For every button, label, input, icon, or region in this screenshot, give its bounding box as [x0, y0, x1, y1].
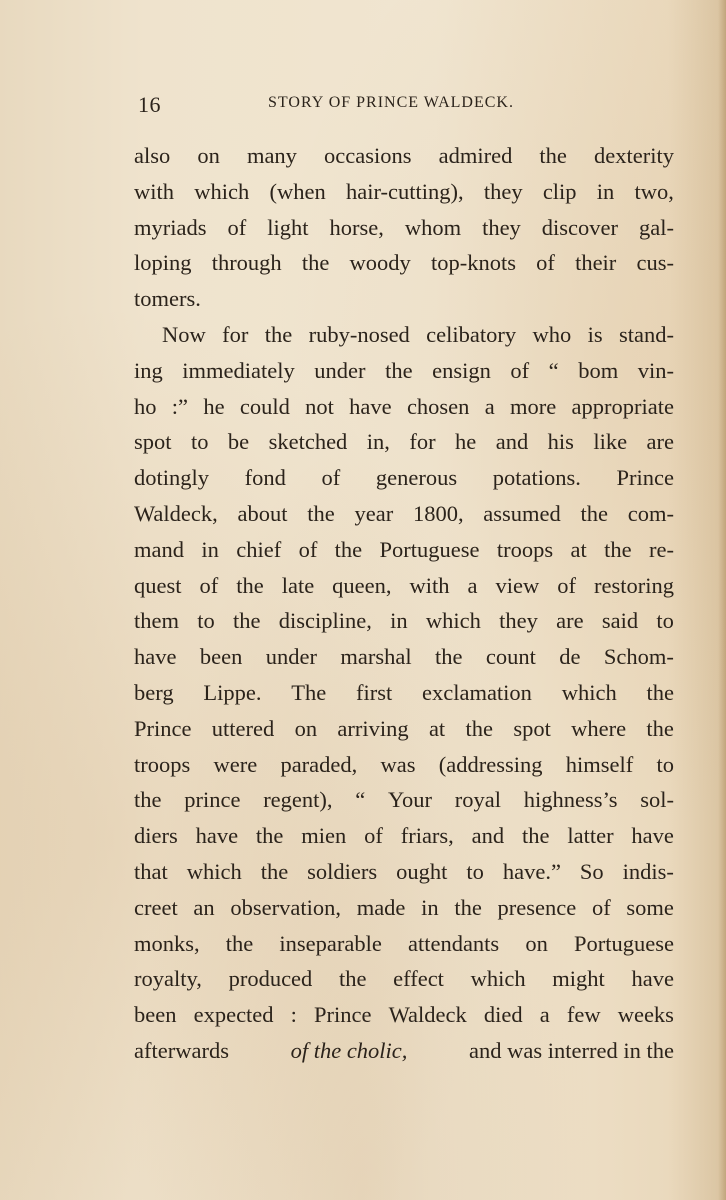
word: Portuguese — [573, 930, 674, 956]
word: two, — [634, 178, 674, 204]
word: light — [267, 214, 309, 240]
word: monks, — [134, 930, 200, 956]
word: some — [626, 894, 674, 920]
word: Prince — [616, 465, 674, 491]
text-line — [134, 603, 674, 639]
word: regent), — [263, 787, 333, 813]
word: the — [264, 321, 293, 347]
word: troops — [134, 751, 191, 777]
word: paraded, — [280, 751, 358, 777]
word: few — [566, 1002, 601, 1028]
word: mand — [134, 536, 184, 562]
word: fond — [244, 465, 286, 491]
text-line — [134, 926, 674, 962]
word: the — [435, 644, 463, 670]
running-title: STORY OF PRINCE WALDECK. — [268, 94, 514, 111]
word: more — [509, 393, 557, 419]
word: their — [575, 250, 617, 276]
text-line — [134, 210, 674, 246]
page-edge-shadow — [718, 0, 726, 1200]
word: myriads — [134, 214, 207, 240]
word: hair-cutting), — [345, 178, 464, 204]
text-line — [134, 675, 674, 711]
word: have — [631, 823, 674, 849]
word: Waldeck — [388, 1002, 467, 1028]
word: friars, — [400, 823, 454, 849]
word: that — [134, 858, 168, 884]
word: top-knots — [430, 250, 516, 276]
text-line — [134, 281, 674, 317]
word: (when — [269, 178, 326, 204]
word: about — [237, 500, 288, 526]
text-line — [134, 890, 674, 926]
word: Waldeck, — [134, 500, 218, 526]
word: produced — [228, 966, 313, 992]
word: exclamation — [421, 679, 532, 705]
word: of — [227, 214, 247, 240]
word: a — [539, 1002, 550, 1028]
word: ought — [396, 858, 448, 884]
word: they — [483, 178, 523, 204]
word: of — [557, 572, 576, 598]
word: through — [211, 250, 282, 276]
word: Your — [388, 787, 432, 813]
word: made — [356, 894, 406, 920]
text-line — [134, 389, 674, 425]
word: count — [485, 644, 536, 670]
word: in, — [366, 429, 390, 455]
word: have — [134, 644, 177, 670]
word: for — [222, 321, 249, 347]
word: The — [291, 679, 327, 705]
word: have — [631, 966, 674, 992]
word: prince — [184, 787, 241, 813]
word: sol- — [640, 787, 674, 813]
word: assumed — [483, 500, 561, 526]
word: said — [601, 608, 639, 634]
word: to — [190, 429, 209, 455]
word: the — [604, 536, 632, 562]
word: for — [409, 429, 436, 455]
word: was — [380, 751, 416, 777]
word: the — [255, 823, 284, 849]
word: been — [199, 644, 243, 670]
text-line — [134, 245, 674, 281]
word: with — [134, 178, 175, 204]
word: weeks — [617, 1002, 674, 1028]
word: generous — [375, 465, 458, 491]
word: which — [470, 966, 526, 992]
word: might — [552, 966, 605, 992]
word: mien — [301, 823, 347, 849]
word: Prince — [314, 1002, 372, 1028]
word: stand- — [618, 321, 674, 347]
word: diers — [134, 823, 178, 849]
word: troops — [496, 536, 554, 562]
word: be — [227, 429, 250, 455]
word: under — [265, 644, 317, 670]
word: the — [385, 357, 413, 383]
word: on — [294, 715, 318, 741]
word: and — [495, 429, 529, 455]
word: the — [454, 894, 482, 920]
word: his — [547, 429, 574, 455]
word: who — [532, 321, 572, 347]
word: “ — [548, 357, 559, 383]
word: ruby-nosed — [308, 321, 410, 347]
text-line — [134, 818, 674, 854]
word: uttered — [211, 715, 275, 741]
word: :” — [171, 393, 189, 419]
word: in — [596, 178, 615, 204]
word: an — [193, 894, 215, 920]
word: the — [334, 536, 363, 562]
word: have.” — [502, 858, 561, 884]
word: effect — [393, 966, 444, 992]
word: could — [239, 393, 290, 419]
word: under — [314, 357, 366, 383]
text-line — [134, 174, 674, 210]
paragraph-first-line — [134, 317, 674, 353]
word: the — [465, 715, 493, 741]
word: soldiers — [307, 858, 378, 884]
word: woody — [349, 250, 411, 276]
word: vin- — [637, 357, 674, 383]
word: queen, — [332, 572, 392, 598]
text-line — [134, 961, 674, 997]
word: potations. — [492, 465, 581, 491]
word: whom — [404, 214, 462, 240]
word: to — [656, 751, 674, 777]
word: re- — [648, 536, 674, 562]
word: of — [199, 572, 219, 598]
text-line — [134, 639, 674, 675]
word: highness’s — [523, 787, 618, 813]
word: ensign — [432, 357, 491, 383]
word: with — [409, 572, 450, 598]
word: on — [197, 143, 220, 168]
word: late — [281, 572, 315, 598]
text-line — [134, 460, 674, 496]
word: the — [236, 572, 264, 598]
word: at — [570, 536, 587, 562]
word: admired — [438, 143, 513, 168]
word: which — [186, 858, 242, 884]
word: like — [593, 429, 628, 455]
word: he — [455, 429, 477, 455]
word: Portuguese — [379, 536, 480, 562]
word: where — [571, 715, 627, 741]
word: the — [646, 679, 674, 705]
word: to — [656, 608, 674, 634]
word: royalty, — [134, 966, 202, 992]
word: the — [134, 787, 162, 813]
word: which — [194, 178, 250, 204]
word: bom — [578, 357, 619, 383]
word: latter — [567, 823, 614, 849]
word: are — [646, 429, 674, 455]
word: the — [260, 858, 289, 884]
word: dexterity — [594, 143, 674, 168]
word: Schom- — [603, 644, 674, 670]
word: discover — [541, 214, 619, 240]
word: creet — [134, 894, 178, 920]
text-line — [134, 424, 674, 460]
word: have — [349, 393, 392, 419]
word: are — [556, 608, 584, 634]
text-line — [134, 854, 674, 890]
word: the — [539, 143, 567, 168]
text-line — [134, 353, 674, 389]
text-line — [134, 496, 674, 532]
word: cus- — [636, 250, 674, 276]
word: at — [428, 715, 446, 741]
word: on — [525, 930, 548, 956]
word: tomers. — [134, 286, 201, 312]
word: spot — [134, 429, 172, 455]
word: discipline, — [278, 608, 372, 634]
word: the — [301, 250, 330, 276]
word: himself — [565, 751, 634, 777]
word: have — [195, 823, 239, 849]
word: celibatory — [426, 321, 517, 347]
word: de — [559, 644, 581, 670]
word: : — [290, 1002, 297, 1028]
word: a — [467, 572, 478, 598]
word: restoring — [593, 572, 674, 598]
word: of — [536, 250, 555, 276]
word: appropriate — [571, 393, 674, 419]
word: arriving — [337, 715, 409, 741]
word: 1800, — [412, 500, 464, 526]
word: quest — [134, 572, 182, 598]
word: expected — [193, 1002, 274, 1028]
word: the — [225, 930, 254, 956]
word: and — [471, 823, 505, 849]
word: the — [233, 608, 261, 634]
text-line — [134, 747, 674, 783]
word: ho — [134, 393, 157, 419]
word: to — [466, 858, 484, 884]
word: “ — [355, 787, 366, 813]
word: to — [197, 608, 215, 634]
page-number: 16 — [138, 92, 161, 117]
word: the — [580, 500, 609, 526]
word: chief — [236, 536, 282, 562]
word: in — [201, 536, 219, 562]
word: the — [646, 715, 674, 741]
word: Lippe. — [203, 679, 262, 705]
final-line-italic: of the cholic, — [290, 1037, 408, 1063]
word: also — [134, 143, 171, 168]
word: com- — [627, 500, 674, 526]
word: first — [355, 679, 393, 705]
word: they — [482, 214, 521, 240]
word: immediately — [182, 357, 295, 383]
word: not — [305, 393, 334, 419]
word: the — [522, 823, 550, 849]
word: been — [134, 1002, 177, 1028]
word: berg — [134, 679, 174, 705]
final-line-before: afterwards — [134, 1037, 229, 1063]
word: attendants — [407, 930, 500, 956]
word: of — [364, 823, 383, 849]
text-line — [134, 711, 674, 747]
word: were — [213, 751, 258, 777]
word: sketched — [268, 429, 348, 455]
text-line — [134, 568, 674, 604]
text-line — [134, 138, 674, 174]
word: gal- — [639, 214, 674, 240]
word: he — [203, 393, 225, 419]
word: of — [298, 536, 318, 562]
word: many — [246, 143, 297, 168]
word: them — [134, 608, 179, 634]
word: in — [421, 894, 439, 920]
word: royal — [454, 787, 501, 813]
body-text — [134, 138, 674, 1069]
text-line-final — [134, 1033, 674, 1069]
word: the — [338, 966, 367, 992]
word: chosen — [406, 393, 470, 419]
word: a — [484, 393, 495, 419]
text-line — [134, 532, 674, 568]
word: observation, — [230, 894, 341, 920]
word: So — [579, 858, 604, 884]
word: which — [425, 608, 481, 634]
word: of — [510, 357, 530, 383]
word: died — [483, 1002, 523, 1028]
word: which — [561, 679, 617, 705]
word: horse, — [329, 214, 384, 240]
text-line — [134, 782, 674, 818]
word: (addressing — [438, 751, 543, 777]
word: indis- — [622, 858, 674, 884]
word: in — [390, 608, 408, 634]
word: the — [307, 500, 335, 526]
word: they — [499, 608, 538, 634]
word: occasions — [324, 143, 412, 168]
word: clip — [542, 178, 577, 204]
word: is — [587, 321, 603, 347]
word: presence — [497, 894, 577, 920]
final-line-after: and was interred in the — [469, 1037, 674, 1063]
text-line — [134, 997, 674, 1033]
word: marshal — [340, 644, 412, 670]
word: inseparable — [279, 930, 382, 956]
word: loping — [134, 250, 192, 276]
word: of — [321, 465, 341, 491]
word: Prince — [134, 715, 192, 741]
word: ing — [134, 357, 163, 383]
word: dotingly — [134, 465, 210, 491]
word: of — [591, 894, 611, 920]
word: Now — [162, 321, 206, 347]
word: spot — [513, 715, 551, 741]
word: year — [354, 500, 394, 526]
word: view — [495, 572, 540, 598]
